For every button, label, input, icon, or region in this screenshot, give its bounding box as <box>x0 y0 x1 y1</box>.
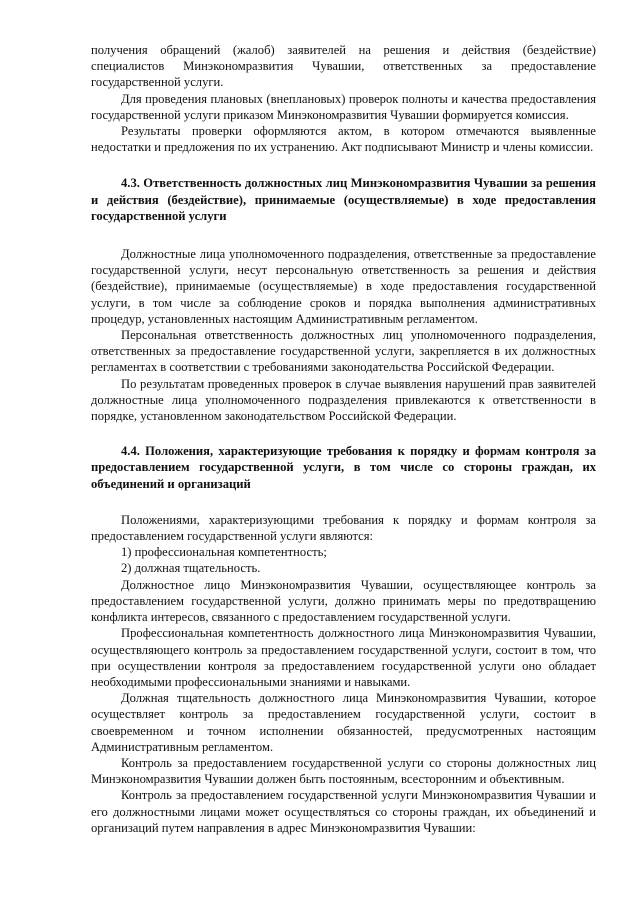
section-4-4-paragraph-4: Должная тщательность должностного лица Минэкономразвития Чувашии, которое осуществляет контроль за предоставлением государственной услуги, состоит в своевременном и точном исполнении обязанностей, предусмотренных настоящим Административным регламентом. <box>91 691 596 754</box>
section-4-4-list-item-1: 1) профессиональная компетентность; <box>121 545 327 560</box>
section-4-4-list-item-2: 2) должная тщательность. <box>121 561 261 576</box>
section-4-4-paragraph-6: Контроль за предоставлением государственной услуги Минэкономразвития Чувашии и его должностными лицами может осуществляться со стороны граждан, их объединений и организаций путем направления в адрес Минэкономразвития Чувашии: <box>91 788 596 835</box>
section-4-4-paragraph-5: Контроль за предоставлением государственной услуги со стороны должностных лиц Минэкономразвития Чувашии должен быть постоянным, всесторонним и объективным. <box>91 755 596 787</box>
section-4-4-heading: 4.4. Положения, характеризующие требования к порядку и формам контроля за предоставлением государственной услуги, в том числе со стороны граждан, их объединений и организаций <box>91 444 596 491</box>
section-4-4-paragraph-3: Профессиональная компетентность должностного лица Минэкономразвития Чувашии, осуществляющего контроль за предоставлением государственной услуги, состоит в том, что при осуществлении контроля за предоставлением государственной услуги оно обладает необходимыми профессиональными знаниями и навыками. <box>91 626 596 689</box>
section-4-4-paragraph-2: Должностное лицо Минэкономразвития Чувашии, осуществляющее контроль за предоставлением государственной услуги, должно принимать меры по предотвращению конфликта интересов, связанного с предоставлением государственной услуги. <box>91 577 596 625</box>
section-4-3-paragraph-1: Должностные лица уполномоченного подразделения, ответственные за предоставление государственной услуги, несут персональную ответственность за решения и действия (бездействие), принимаемые (осуществляемые) в ходе предоставления государственной услуги, в том числе за соблюдение сроков и порядка выполнения административных процедур, установленных настоящим Административным регламентом. <box>91 247 596 326</box>
intro-paragraph-2: Для проведения плановых (внеплановых) проверок полноты и качества предоставления государственной услуги приказом Минэкономразвития Чувашии формируется комиссия. <box>91 91 596 122</box>
section-4-3-heading: 4.3. Ответственность должностных лиц Минэкономразвития Чувашии за решения и действия (бездействие), принимаемые (осуществляемые) в ходе предоставления государственной услуги <box>91 176 596 223</box>
section-4-4-paragraph-1: Положениями, характеризующими требования к порядку и формам контроля за предоставлением государственной услуги являются: <box>91 512 596 544</box>
intro-paragraph-1: получения обращений (жалоб) заявителей на решения и действия (бездействие) специалистов Минэкономразвития Чувашии, ответственных за предоставление государственной услуги. <box>91 43 596 90</box>
intro-paragraph-3: Результаты проверки оформляются актом, в котором отмечаются выявленные недостатки и предложения по их устранению. Акт подписывают Министр и члены комиссии. <box>91 124 596 155</box>
section-4-3-paragraph-3: По результатам проведенных проверок в случае выявления нарушений прав заявителей должностные лица уполномоченного подразделения привлекаются к ответственности в порядке, установленном законодательством Российской Федерации. <box>91 376 596 424</box>
section-4-3-paragraph-2: Персональная ответственность должностных лиц уполномоченного подразделения, ответственных за предоставление государственной услуги, закрепляется в их должностных регламентах в соответствии с требованиями законодательства Российской Федерации. <box>91 328 596 375</box>
document-body <box>91 42 596 836</box>
